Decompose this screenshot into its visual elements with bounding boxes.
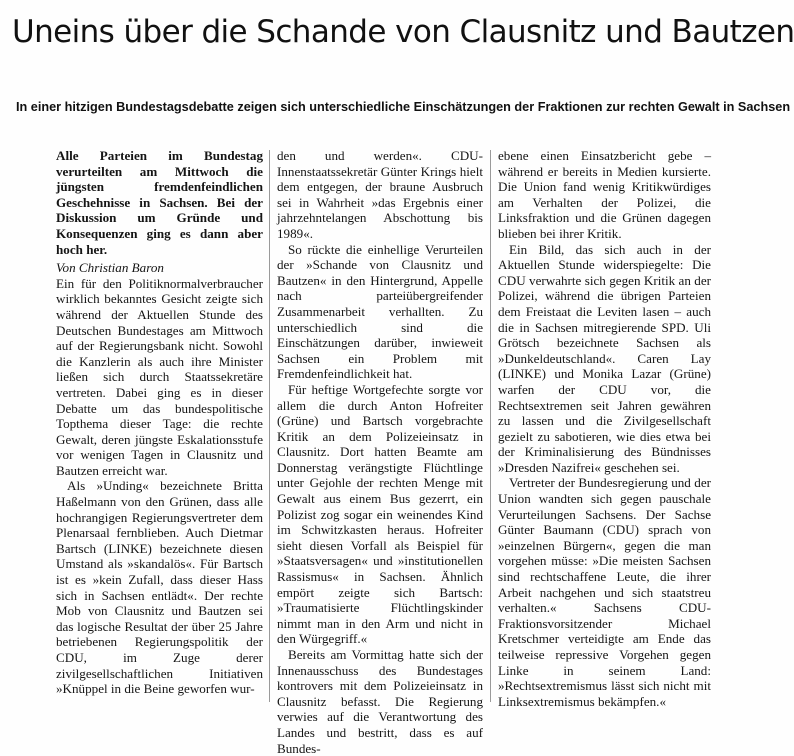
body-paragraph: Bereits am Vormittag hatte sich der Innenausschuss des Bundestages kontrovers mit dem Polizeieinsatz in Clausnitz befasst. Die Regierung verwies auf die Verantwortung des Landes und bestritt, dass es auf Bundes- — [277, 647, 483, 756]
body-paragraph: Vertreter der Bundesregierung und der Union wandten sich gegen pauschale Verurteilungen Sachsens. Der Sachse Günter Baumann (CDU) sprach von »einzelnen Bürgern«, gegen die man vorgehen müsse: »Die meisten Sachsen sind rechtschaffene Leute, die ihrer Arbeit nachgehen und sich staatstreu verhalten.« Sachsens CDU-Fraktionsvorsitzender Michael Kretschmer verteidigte am Ende das teilweise repressive Vorgehen gegen Linke in seinem Land: »Rechtsextremismus lässt sich nicht mit Linksextremismus bekämpfen.« — [498, 475, 711, 709]
body-paragraph: Als »Unding« bezeichnete Britta Haßelmann von den Grünen, dass alle hochrangigen Regierungsvertreter dem Plenarsaal fernblieben. Auch Dietmar Bartsch (LINKE) bezeichnete diesen Umstand als »skandalös«. Für Bartsch ist es »kein Zufall, dass dieser Hass sich in Sachsen entlädt«. Der rechte Mob von Clausnitz und Bautzen sei das logische Resultat der über 25 Jahre betriebenen Regierungspolitik der CDU, im Zuge derer zivilgesellschaftlichen Initiativen »Knüppel in die Beine geworfen wur- — [56, 478, 263, 697]
body-paragraph: den und werden«. CDU-Innenstaatssekretär Günter Krings hielt dem entgegen, der braune Ausbruch sei in Wahrheit »das Ergebnis einer jahrzehntelangen Abschottung bis 1989«. — [277, 148, 483, 241]
article-column-3 — [498, 148, 711, 709]
body-paragraph: Ein Bild, das sich auch in der Aktuellen Stunde widerspiegelte: Die CDU verwahrte sich gegen Kritik an der Polizei, während die übrigen Parteien dem Freistaat die Leviten lasen – auch die in Sachsen mitregierende SPD. Uli Grötsch bezeichnete Sachsen als »Dunkeldeutschland«. Caren Lay (LINKE) und Monika Lazar (Grüne) warfen der CDU vor, die Rechtsextremen seit Jahren gewähren zu lassen und die Zivilgesellschaft gezielt zu sabotieren, wie dies etwa bei der Kriminalisierung des Bündnisses »Dresden Nazifrei« geschehen sei. — [498, 241, 711, 475]
body-paragraph: Für heftige Wortgefechte sorgte vor allem die durch Anton Hofreiter (Grüne) und Bartsch vorgebrachte Kritik an dem Polizeieinsatz in Clausnitz. Dort hatten Beamte am Donnerstag verängstigte Flüchtlinge unter Gejohle der rechten Menge mit Gewalt aus einem Bus gezerrt, ein Polizist zog sogar ein weinendes Kind im Schwitzkasten heraus. Hofreiter sieht diesen Vorfall als Beispiel für »Staatsversagen« und »institutionellen Rassismus« in Sachsen. Ähnlich empört zeigte sich Bartsch: »Traumatisierte Flüchtlingskinder nimmt man in den Arm und nicht in den Würgegriff.« — [277, 381, 483, 647]
body-paragraph: Ein für den Politiknormalverbraucher wirklich bekanntes Gesicht zeigte sich während der Aktuellen Stunde des Deutschen Bundestages am Mittwoch auf der Regierungsbank nicht. Sowohl die Kanzlerin als auch ihre Minister ließen sich durch Staatssekretäre vertreten. Dabei ging es in dieser Debatte um das bundespolitische Topthema dieser Tage: die rechte Gewalt, deren jüngste Eskalationsstufe vor wenigen Tagen in Clausnitz und Bautzen erreicht war. — [56, 275, 263, 478]
article-byline: Von Christian Baron — [56, 260, 164, 276]
body-paragraph: ebene einen Einsatzbericht gebe – während er bereits in Medien kursierte. Die Union fand wenig Kritikwürdiges am Verhalten der Polizei, die Linksfraktion und die Grünen dagegen blieben bei ihrer Kritik. — [498, 148, 711, 241]
article-column-1 — [56, 148, 263, 704]
article-column-2 — [277, 148, 483, 756]
article-subheadline: In einer hitzigen Bundestagsdebatte zeigen sich unterschiedliche Einschätzungen der Fraktionen zur rechten Gewalt in Sachsen — [16, 100, 791, 114]
column-divider — [490, 150, 491, 702]
body-paragraph: So rückte die einhellige Verurteilen der »Schande von Clausnitz und Bautzen« in den Hintergrund, Appelle nach parteiübergreifender Zusammenarbeit verhallten. Zu unterschiedlich sind die Einschätzungen darüber, inwieweit Sachsen ein Problem mit Fremdenfeindlichkeit hat. — [277, 241, 483, 382]
column-divider — [269, 150, 270, 702]
article-headline: Uneins über die Schande von Clausnitz und Bautzen — [12, 14, 794, 50]
article-lead: Alle Parteien im Bundestag verurteilten am Mittwoch die jüngsten fremdenfeindlichen Geschehnisse in Sachsen. Bei der Diskussion um Gründe und Konsequenzen ging es dann aber hoch her. — [56, 148, 263, 257]
